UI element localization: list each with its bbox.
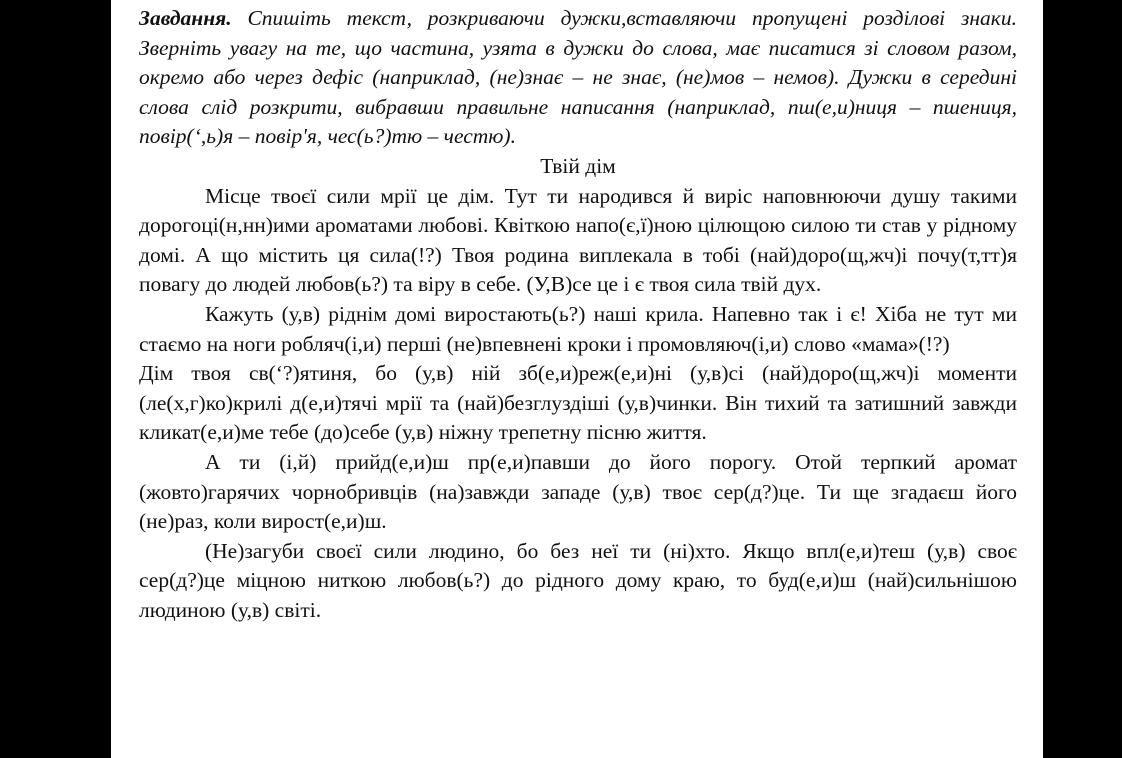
paragraph-5: (Не)загуби своєї сили людино, бо без неї ти (ні)хто. Якщо впл(е,и)теш (у,в) своє сер(д?)це міцною ниткою любов(ь?) до рідного дому краю, то буд(е,и)ш (най)сильнішою людиною (у,в) світі. [139, 538, 1017, 622]
task-text: Спишіть текст, розкриваючи дужки,вставляючи пропущені розділові знаки. Зверніть увагу на те, що частина, узята в дужки до слова, має писатися зі словом разом, окремо або через дефіс (наприклад, (не)знає – не знає, (не)мов – немов). Дужки в середині слова слід розкрити, вибравши правильне написання (наприклад, пш(е,и)ниця – пшениця, повір(‘,ь)я – повір'я, чес(ь?)тю – честю). [139, 6, 1017, 149]
document-page [111, 0, 1043, 758]
paragraph-4: А ти (і,й) прийд(е,и)ш пр(е,и)павши до його порогу. Отой терпкий аромат (жовто)гарячих чорнобривців (на)завжди западе (у,в) твоє сер(д?)це. Ти ще згадаєш його (не)раз, коли вирост(е,и)ш. [139, 449, 1017, 534]
paragraph-1: Місце твоєї сили мрії це дім. Тут ти народився й виріс наповнюючи душу такими дорогоці(н,нн)ими ароматами любові. Квіткою напо(є,ї)ною цілющою силою ти став у рідному домі. А що містить ця сила(!?) Твоя родина виплекала в тобі (най)доро(щ,жч)і почу(т,тт)я повагу до людей любов(ь?) та віру в себе. (У,В)се це і є твоя сила твій дух. [139, 183, 1017, 297]
document-content [139, 4, 1017, 625]
paragraph-3: Дім твоя св(‘?)ятиня, бо (у,в) ній зб(е,и)реж(е,и)ні (у,в)сі (най)доро(щ,жч)і моменти (ле(х,г)ко)крилі д(е,и)тячі мрії та (най)безглуздіші (у,в)чинки. Він тихий та затишний завжди кликат(е,и)ме тебе (до)себе (у,в) ніжну трепетну пісню життя. [139, 361, 1017, 445]
paragraph-2: Кажуть (у,в) ріднім домі виростають(ь?) наші крила. Напевно так і є! Хіба не тут ми стаємо на ноги робляч(і,и) перші (не)впевнені кроки і промовляюч(і,и) слово «мама»(!?) [139, 301, 1017, 356]
text-title: Твій дім [540, 153, 616, 178]
task-label: Завдання. [139, 6, 232, 30]
task-instructions [139, 4, 1017, 152]
